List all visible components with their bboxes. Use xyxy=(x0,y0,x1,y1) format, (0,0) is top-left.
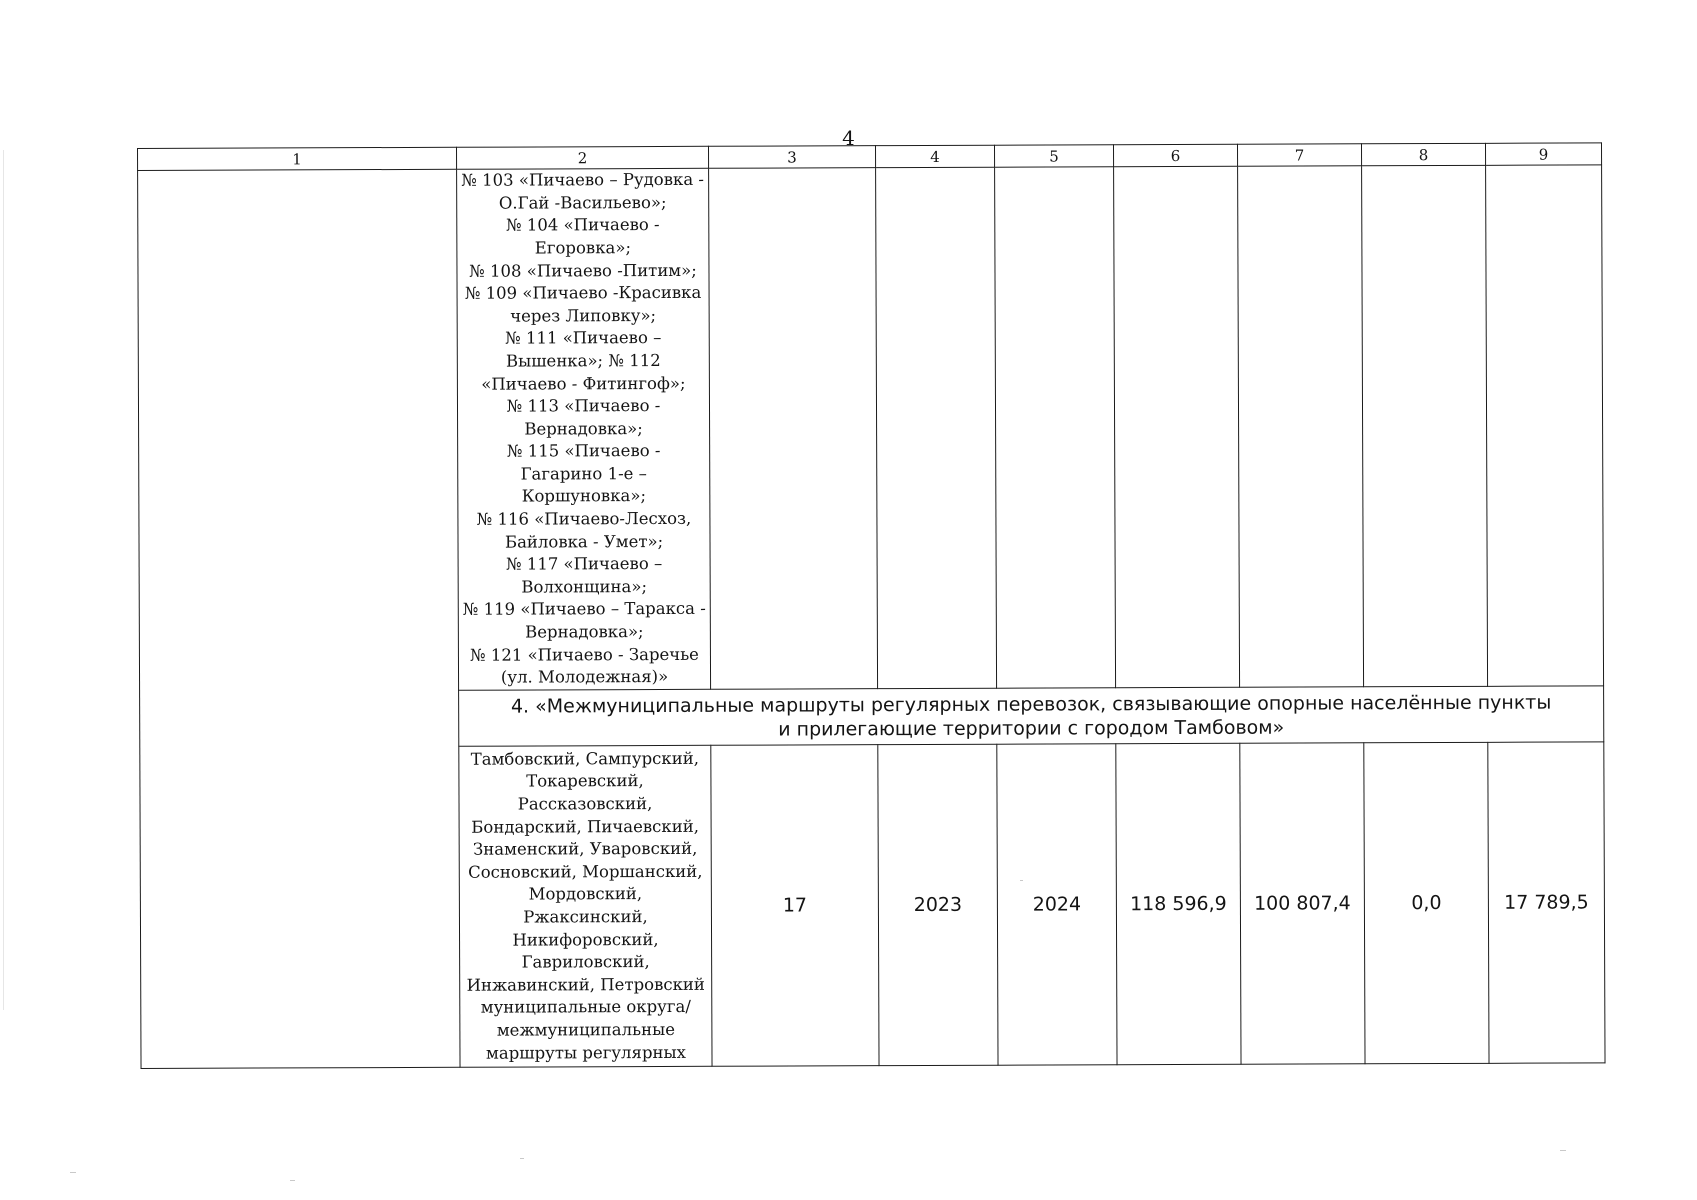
page-number: 4 xyxy=(842,126,855,150)
route-line: Гагарино 1-е – xyxy=(520,463,647,484)
route-line: № 111 «Пичаево – xyxy=(505,328,662,348)
header-cell-2: 2 xyxy=(456,146,708,169)
route-line: № 109 «Пичаево -Красивка xyxy=(464,282,702,303)
header-cell-5: 5 xyxy=(994,145,1113,167)
section-title-line-2: и прилегающие территории с городом Тамбовом» xyxy=(778,716,1285,741)
scan-mark xyxy=(290,1180,295,1181)
header-cell-6: 6 xyxy=(1113,144,1237,166)
scan-mark xyxy=(1020,880,1023,881)
route-line: № 108 «Пичаево -Питим»; xyxy=(469,260,697,281)
route-line: через Липовку»; xyxy=(510,305,657,326)
route-line: Вышенка»; № 112 xyxy=(505,350,661,371)
routes-list-cell xyxy=(457,168,711,690)
header-cell-3: 3 xyxy=(708,146,875,169)
value-col-9: 17 789,5 xyxy=(1488,742,1605,1063)
value-col-8: 0,0 xyxy=(1364,742,1489,1063)
routes-col-5-cell xyxy=(995,167,1116,688)
district-line: Гавриловский, xyxy=(521,952,650,972)
header-cell-7: 7 xyxy=(1237,144,1361,166)
scan-mark xyxy=(70,1172,76,1173)
scan-mark xyxy=(520,1158,524,1159)
header-cell-4: 4 xyxy=(875,145,994,167)
district-line: Тамбовский, Сампурский, xyxy=(470,748,699,769)
district-line: Рассказовский, xyxy=(517,794,653,814)
district-line: Знаменский, Уваровский, xyxy=(472,839,698,859)
routes-col-8-cell xyxy=(1362,165,1488,686)
district-line: Никифоровский, xyxy=(512,929,659,950)
value-col-6: 118 596,9 xyxy=(1116,743,1241,1064)
routes-col-7-cell xyxy=(1238,166,1364,687)
district-line: муниципальные округа/ xyxy=(480,997,691,1018)
route-line: «Пичаево - Фитингоф»; xyxy=(481,373,686,394)
districts-cell xyxy=(459,745,712,1067)
route-line: № 115 «Пичаево - xyxy=(506,441,661,461)
route-line: № 121 «Пичаево - Заречье xyxy=(469,644,699,665)
route-line: Вернадовка»; xyxy=(525,622,644,642)
value-col-5: 2024 xyxy=(997,744,1117,1065)
value-col-4: 2023 xyxy=(878,744,998,1065)
routes-row xyxy=(138,165,1604,692)
header-cell-9: 9 xyxy=(1485,143,1601,165)
column-1-cell xyxy=(138,169,460,1068)
header-cell-1: 1 xyxy=(138,147,457,170)
route-line: № 103 «Пичаево – Рудовка - xyxy=(461,169,705,190)
route-line: Егоровка»; xyxy=(534,238,632,258)
route-line: О.Гай -Васильево»; xyxy=(498,192,667,213)
route-line: № 104 «Пичаево - xyxy=(505,215,660,235)
route-line: Коршуновка»; xyxy=(521,486,647,507)
district-line: Сосновский, Моршанский, xyxy=(468,861,703,882)
routes-col-3-cell xyxy=(709,168,878,690)
scan-mark xyxy=(3,150,4,1010)
route-line: № 113 «Пичаево - xyxy=(506,396,661,416)
budget-table xyxy=(137,142,1606,1069)
route-line: № 119 «Пичаево – Таракса - xyxy=(462,599,706,620)
district-line: Бондарский, Пичаевский, xyxy=(471,816,699,837)
district-line: Мордовский, xyxy=(528,884,643,904)
district-line: межмуниципальные xyxy=(496,1019,675,1040)
value-col-3: 17 xyxy=(711,745,879,1067)
routes-col-6-cell xyxy=(1114,166,1240,687)
route-line: Волхонщина»; xyxy=(521,576,648,597)
routes-col-4-cell xyxy=(876,167,997,688)
route-line: Вернадовка»; xyxy=(524,418,643,439)
district-line: маршруты регулярных xyxy=(485,1042,686,1063)
header-cell-8: 8 xyxy=(1361,143,1485,165)
routes-col-9-cell xyxy=(1486,165,1604,686)
route-line: Байловка - Умет»; xyxy=(504,531,664,552)
route-line: № 117 «Пичаево – xyxy=(505,554,663,574)
route-line: (ул. Молодежная)» xyxy=(500,667,669,687)
route-line: № 116 «Пичаево-Лесхоз, xyxy=(476,508,692,529)
district-line: Инжавинский, Петровский xyxy=(466,974,705,995)
section-heading-cell xyxy=(459,686,1604,746)
district-line: Токаревский, xyxy=(526,771,644,791)
district-line: Ржаксинский, xyxy=(523,907,648,927)
section-title-line-1: 4. «Межмуниципальные маршруты регулярных перевозок, связывающие опорные населённые пункты xyxy=(510,691,1552,718)
value-col-7: 100 807,4 xyxy=(1240,743,1365,1064)
scan-mark xyxy=(1560,1150,1566,1151)
